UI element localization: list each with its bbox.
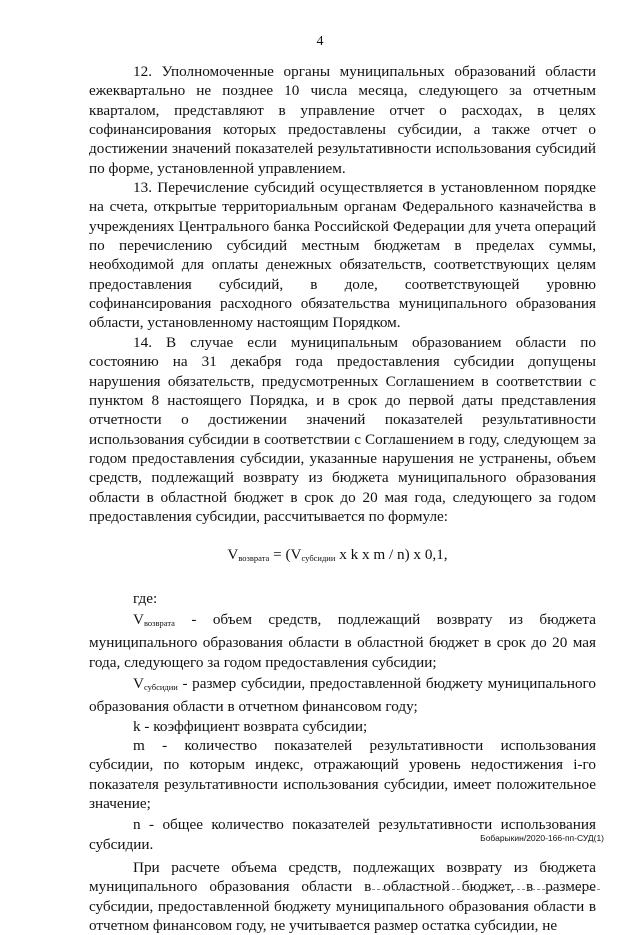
definition-v-return <box>89 610 596 672</box>
formula-equals-open: = (V <box>269 546 302 564</box>
formula-lhs-symbol: V <box>227 546 239 564</box>
bottom-divider <box>372 889 600 890</box>
where-label: где: <box>133 589 158 607</box>
paragraph-12: 12. Уполномоченные органы муниципальных образований области ежеквартально не позднее 10 числа месяца, следующего за отчетным кварталом, представляют в управление отчет о расходах, в целях софинансирования которых предоставлены субсидии, а также отчет о достижении значений показателей результативности использования субсидий по форме, установленной управлением. <box>89 63 596 177</box>
formula-rest: x k x m / n) x 0,1, <box>335 546 448 564</box>
definition-v-subsidy <box>89 674 596 717</box>
return-formula <box>89 545 596 568</box>
v-return-symbol: V <box>133 610 144 628</box>
v-subsidy-symbol: V <box>133 674 144 692</box>
v-subsidy-subscript: субсидии <box>143 681 178 692</box>
definition-k: k - коэффициент возврата субсидии; <box>133 717 368 735</box>
paragraph-14: 14. В случае если муниципальным образованием области по состоянию на 31 декабря года предоставления субсидии допущены нарушения обязательств, предусмотренных Соглашением в соответствии с пунктом 8 настоящего Порядка, и в срок до первой даты представления отчетности о достижении значений показателей результативности использования субсидии в соответствии с Соглашением в году, следующем за годом предоставления субсидии, указанные нарушения не устранены, объем средств, подлежащий возврату из бюджета муниципального образования области в областной бюджет в срок до 20 мая года, следующего за годом предоставления субсидии, рассчитывается по формуле: <box>89 333 596 525</box>
v-return-text: - объем средств, подлежащий возврату из бюджета муниципального образования области в областной бюджет в срок до 20 мая года, следующего за годом предоставления субсидии; <box>89 610 596 671</box>
final-paragraph: При расчете объема средств, подлежащих возврату из бюджета муниципального образования области в областной бюджет, в размере субсидии, предоставленной бюджету муниципального образования области в отчетном финансовом году, не учитывается размер остатка субсидии, не <box>89 859 596 935</box>
definition-n: n - общее количество показателей результативности использования субсидии. <box>89 816 596 853</box>
paragraph-13: 13. Перечисление субсидий осуществляется в установленном порядке на счета, открытые территориальным органам Федерального казначейства в учреждениях Центрального банка Российской Федерации для учета операций по перечислению субсидий местным бюджетам в пределах суммы, необходимой для оплаты денежных обязательств, соответствующих целям предоставления субсидий, в доле, соответствующей уровню софинансирования расходного обязательства муниципального образования области, установленному настоящим Порядком. <box>89 179 596 332</box>
v-return-subscript: возврата <box>143 617 175 628</box>
document-code: Бобарыкин/2020-166-пп-СУД(1) <box>480 833 604 843</box>
v-subsidy-text: - размер субсидии, предоставленной бюджету муниципального образования области в отчетном финансовом году; <box>89 674 596 716</box>
formula-lhs-subscript: возврата <box>238 553 270 564</box>
definition-m: m - количество показателей результативности использования субсидии, по которым индекс, отражающий уровень недостижения i-го показателя результативности использования субсидии, имеет положительное значение; <box>89 737 596 813</box>
document-body <box>89 62 596 935</box>
page-number: 4 <box>316 34 324 49</box>
formula-rhs-subscript: субсидии <box>301 553 336 564</box>
